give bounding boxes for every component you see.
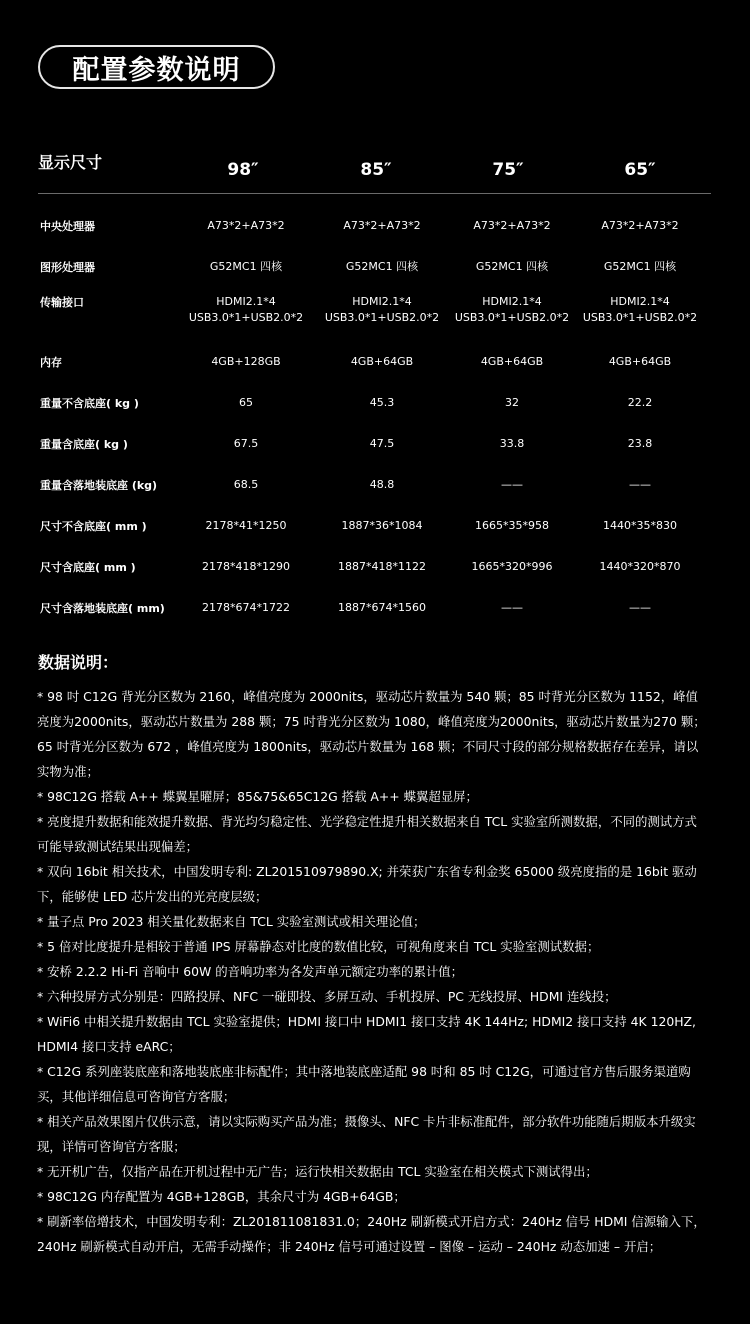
spec-value: 23.8 (627, 437, 653, 450)
spec-cell (176, 477, 316, 493)
spec-value: HDMI2.1*4 (352, 295, 412, 308)
spec-cell (312, 436, 452, 452)
note-item: * 双向 16bit 相关技术，中国发明专利: ZL201510979890.X; 并荣获广东省专利金奖 65000 级亮度指的是 16bit 驱动下，能够使 LED 芯片发出的光亮度层级； (37, 864, 697, 904)
note-item: * 无开机广告，仅指产品在开机过程中无广告；运行快相关数据由 TCL 实验室在相关模式下测试得出； (37, 1164, 598, 1179)
spec-cell (312, 354, 452, 370)
spec-cell (570, 600, 710, 616)
spec-cell (570, 436, 710, 452)
spec-value: HDMI2.1*4 (610, 295, 670, 308)
spec-value: 1887*36*1084 (341, 519, 423, 532)
spec-cell (442, 477, 582, 493)
spec-value: 1440*35*830 (603, 519, 677, 532)
spec-value: USB3.0*1+USB2.0*2 (188, 311, 304, 324)
spec-cell (312, 259, 452, 275)
spec-value: G52MC1 四核 (475, 260, 549, 273)
spec-cell (442, 395, 582, 411)
spec-cell (570, 477, 710, 493)
spec-cell (442, 259, 582, 275)
size-85: 85″ (360, 160, 392, 180)
spec-value: 22.2 (627, 396, 653, 409)
spec-value: USB3.0*1+USB2.0*2 (454, 311, 570, 324)
spec-row-label: 内存 (40, 356, 62, 369)
spec-value: 67.5 (233, 437, 259, 450)
spec-cell (176, 518, 316, 534)
spec-row-label: 尺寸含底座( mm ) (40, 561, 136, 574)
spec-row-label: 重量含落地装底座 (kg) (40, 479, 158, 492)
spec-value: HDMI2.1*4 (216, 295, 276, 308)
spec-row-label: 图形处理器 (40, 261, 95, 274)
note-item: * WiFi6 中相关提升数据由 TCL 实验室提供；HDMI 接口中 HDMI1 接口支持 4K 144Hz; HDMI2 接口支持 4K 120HZ, HDMI4 接口支持 eARC； (37, 1014, 696, 1054)
spec-cell (312, 218, 452, 234)
size-98: 98″ (227, 160, 259, 180)
spec-row-label: 尺寸不含底座( mm ) (40, 520, 147, 533)
spec-value: 4GB+128GB (211, 355, 281, 368)
spec-cell (312, 294, 452, 326)
spec-value: 4GB+64GB (608, 355, 672, 368)
spec-value: 65 (239, 396, 253, 409)
spec-value: —— (501, 478, 523, 491)
spec-value: A73*2+A73*2 (473, 219, 551, 232)
spec-cell (442, 294, 582, 326)
note-item: * 安桥 2.2.2 Hi-Fi 音响中 60W 的音响功率为各发声单元额定功率的累计值； (37, 964, 464, 979)
spec-value: 68.5 (233, 478, 259, 491)
note-item: * 98C12G 搭载 A++ 蝶翼星曜屏；85&75&65C12G 搭载 A++ 蝶翼超显屏； (37, 789, 478, 804)
spec-value: 1665*320*996 (471, 560, 553, 573)
spec-row-label: 中央处理器 (40, 220, 95, 233)
spec-value: 47.5 (369, 437, 395, 450)
spec-value: —— (501, 601, 523, 614)
spec-value: G52MC1 四核 (345, 260, 419, 273)
spec-cell (176, 436, 316, 452)
spec-cell (570, 218, 710, 234)
spec-cell (176, 395, 316, 411)
note-item: * 六种投屏方式分别是：四路投屏、NFC 一碰即投、多屏互动、手机投屏、PC 无线投屏、HDMI 连线投； (37, 989, 617, 1004)
spec-value: 2178*674*1722 (202, 601, 290, 614)
note-item: * 98 吋 C12G 背光分区数为 2160，峰值亮度为 2000nits，驱动芯片数量为 540 颗；85 吋背光分区数为 1152，峰值亮度为2000nits，驱动芯片数量为 288 颗；75 吋背光分区数为 1080，峰值亮度为2000nits，驱动芯片数量为270 颗；65 吋背光分区数为 672 ，峰值亮度为 1800nits，驱动芯片数量为 168 颗；不同尺寸段的部分规格数据存在差异，请以实物为准； (37, 689, 706, 779)
spec-cell (442, 436, 582, 452)
display-size-label: 显示尺寸 (38, 153, 103, 172)
spec-value: 4GB+64GB (350, 355, 414, 368)
spec-value: A73*2+A73*2 (601, 219, 679, 232)
spec-value: 1887*418*1122 (338, 560, 426, 573)
note-item: * C12G 系列座装底座和落地装底座非标配件；其中落地装底座适配 98 吋和 85 吋 C12G，可通过官方售后服务渠道购买，其他详细信息可咨询官方客服； (37, 1064, 691, 1104)
spec-value: 4GB+64GB (480, 355, 544, 368)
spec-value: 32 (505, 396, 519, 409)
spec-value: 33.8 (499, 437, 525, 450)
spec-cell (176, 354, 316, 370)
spec-cell (312, 600, 452, 616)
notes-list (37, 684, 709, 1259)
size-65: 65″ (624, 160, 656, 180)
spec-cell (312, 477, 452, 493)
page-title: 配置参数说明 (38, 45, 275, 89)
spec-row-label: 重量不含底座( kg ) (40, 397, 139, 410)
spec-value: 2178*418*1290 (202, 560, 290, 573)
spec-cell (442, 559, 582, 575)
spec-value: USB3.0*1+USB2.0*2 (324, 311, 440, 324)
spec-value: 45.3 (369, 396, 395, 409)
spec-value: 2178*41*1250 (205, 519, 287, 532)
spec-row-label: 重量含底座( kg ) (40, 438, 128, 451)
spec-cell (442, 518, 582, 534)
spec-value: HDMI2.1*4 (482, 295, 542, 308)
spec-value: 48.8 (369, 478, 395, 491)
notes-title: 数据说明： (38, 653, 119, 672)
note-item: * 亮度提升数据和能效提升数据、背光均匀稳定性、光学稳定性提升相关数据来自 TCL 实验室所测数据，不同的测试方式可能导致测试结果出现偏差； (37, 814, 697, 854)
note-item: * 相关产品效果图片仅供示意，请以实际购买产品为准；摄像头、NFC 卡片非标准配件，部分软件功能随后期版本升级实现，详情可咨询官方客服； (37, 1114, 696, 1154)
spec-cell (176, 559, 316, 575)
spec-value: —— (629, 478, 651, 491)
spec-row-label: 传输接口 (40, 296, 84, 309)
spec-cell (312, 518, 452, 534)
size-75: 75″ (492, 160, 524, 180)
spec-cell (442, 600, 582, 616)
spec-cell (176, 259, 316, 275)
spec-cell (570, 395, 710, 411)
spec-cell (570, 559, 710, 575)
spec-value: G52MC1 四核 (603, 260, 677, 273)
spec-cell (570, 354, 710, 370)
spec-value: USB3.0*1+USB2.0*2 (582, 311, 698, 324)
spec-cell (442, 354, 582, 370)
spec-cell (312, 559, 452, 575)
spec-cell (176, 600, 316, 616)
spec-cell (442, 218, 582, 234)
note-item: * 量子点 Pro 2023 相关量化数据来自 TCL 实验室测试或相关理论值； (37, 914, 426, 929)
note-item: * 98C12G 内存配置为 4GB+128GB，其余尺寸为 4GB+64GB； (37, 1189, 406, 1204)
spec-row-label: 尺寸含落地装底座( mm) (40, 602, 165, 615)
spec-value: A73*2+A73*2 (207, 219, 285, 232)
spec-cell (570, 259, 710, 275)
spec-value: A73*2+A73*2 (343, 219, 421, 232)
spec-value: 1440*320*870 (599, 560, 681, 573)
spec-cell (570, 518, 710, 534)
note-item: * 刷新率倍增技术，中国发明专利：ZL201811081831.0；240Hz 刷新模式开启方式：240Hz 信号 HDMI 信源输入下，240Hz 刷新模式自动开启，无需手动操作；非 240Hz 信号可通过设置 – 图像 – 运动 – 240Hz 动态加速 – 开启； (37, 1214, 706, 1254)
spec-cell (312, 395, 452, 411)
spec-value: 1887*674*1560 (338, 601, 426, 614)
note-item: * 5 倍对比度提升是相较于普通 IPS 屏幕静态对比度的数值比较，可视角度来自 TCL 实验室测试数据； (37, 939, 600, 954)
header-divider (38, 193, 711, 194)
spec-value: G52MC1 四核 (209, 260, 283, 273)
spec-value: 1665*35*958 (475, 519, 549, 532)
spec-cell (176, 218, 316, 234)
spec-cell (176, 294, 316, 326)
spec-cell (570, 294, 710, 326)
spec-value: —— (629, 601, 651, 614)
